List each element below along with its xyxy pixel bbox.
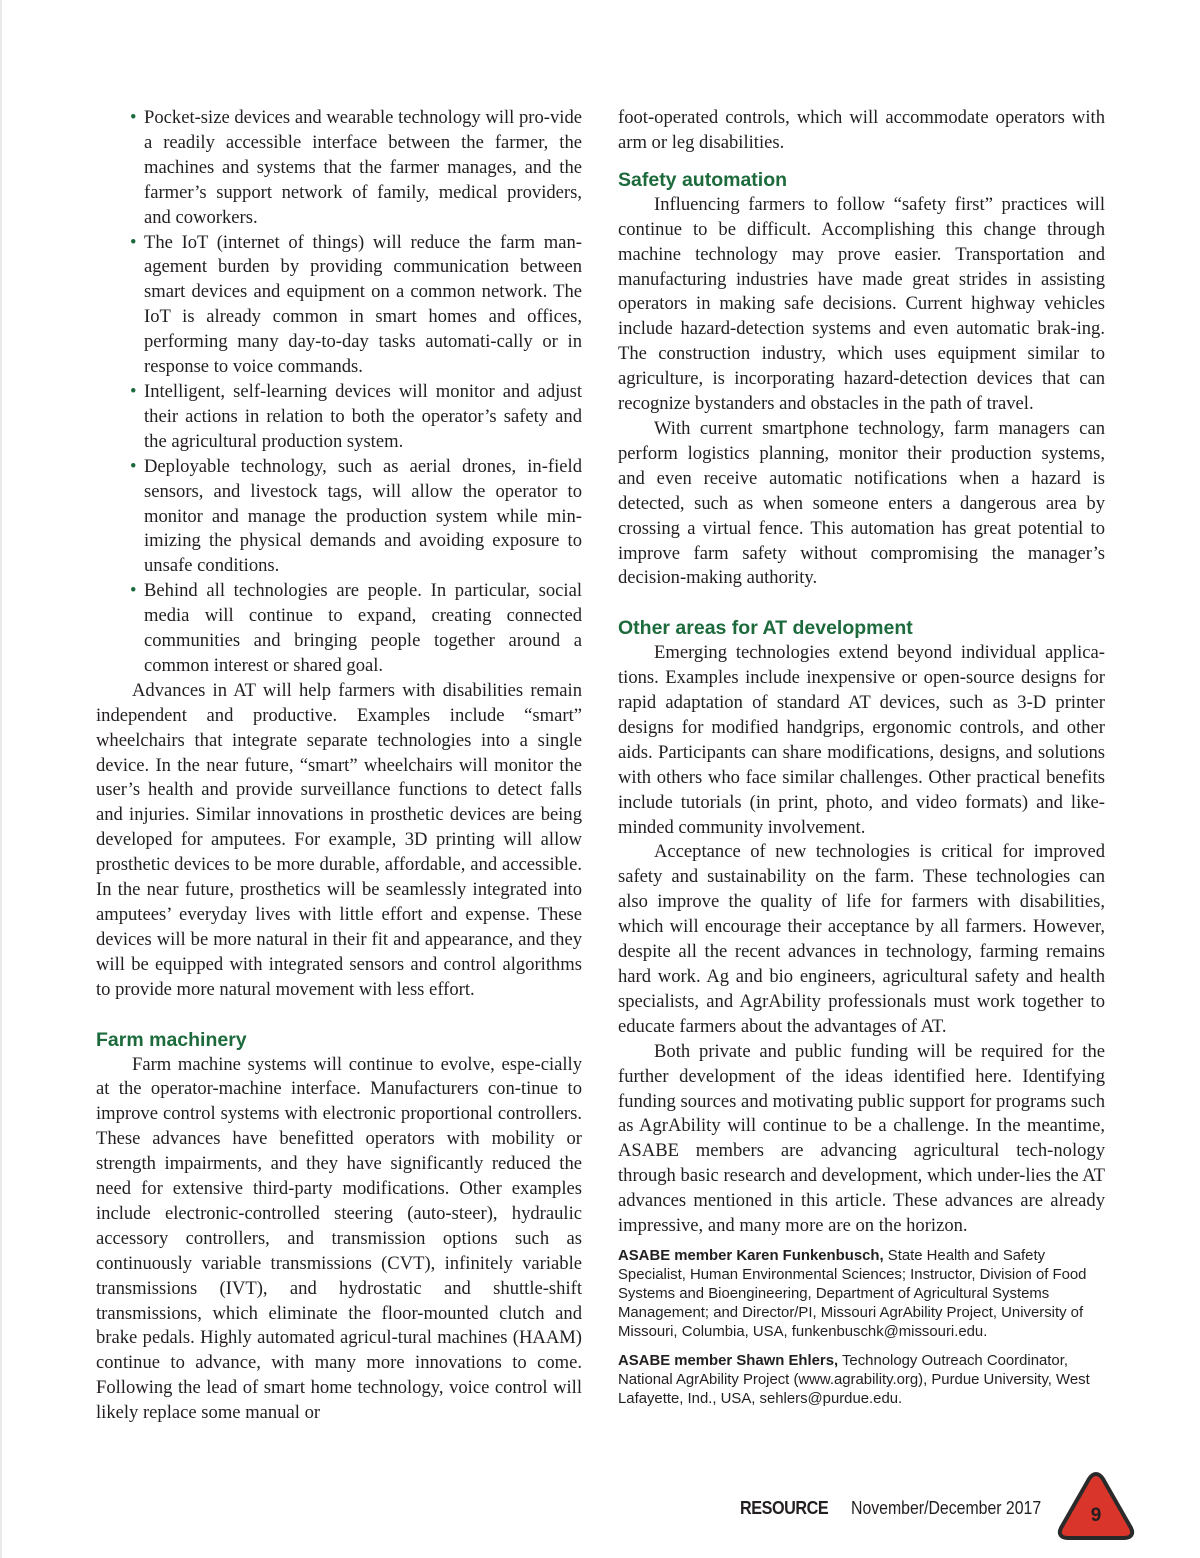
scan-edge [0, 0, 2, 1558]
page-number: 9 [1090, 1505, 1102, 1526]
body-paragraph: Influencing farmers to follow “safety first” practices will continue to be difficult. Accomplishing this change through machine technology may prove easier. Transportation and manufacturing industries have made great strides in assisting operators in making safe decisions. Current highway vehicles include hazard-detection systems and even automatic brak-ing. The construction industry, which uses equipment similar to agriculture, is incorporating hazard-detection devices that can recognize bystanders and obstacles in the path of travel. [618, 193, 1105, 415]
body-paragraph: Acceptance of new technologies is critical for improved safety and sustainability on the farm. These technologies can also improve the quality of life for farmers with disabilities, which will encourage their acceptance by all farmers. However, despite all the recent advances in technology, farming remains hard work. Ag and bio engineers, agricultural safety and health specialists, and AgrAbility professionals must work together to educate farmers about the advantages of AT. [618, 841, 1105, 1037]
bullet-item: • The IoT (internet of things) will reduce the farm man-agement burden by providing communication between smart devices and equipment on a common network. The IoT is already common in smart homes and offices, performing many day-to-day tasks automati-cally or in response to voice commands. [144, 231, 582, 380]
bullet-item: • Intelligent, self-learning devices will monitor and adjust their actions in relation to both the operator’s safety and the agricultural production system. [144, 380, 582, 455]
spacer [618, 591, 1105, 616]
section-heading-safety-automation: Safety automation [618, 168, 788, 191]
body-paragraph: Farm machine systems will continue to evolve, espe-cially at the operator-machine interface. Manufacturers con-tinue to improve control systems with electronic proportional controllers. These advances have benefitted operators with mobility or strength impairments, and they have significantly reduced the need for extensive third-party modifications. Other examples include electronic-controlled steering (auto-steer), hydraulic accessory controllers, and transmission options such as continuously variable transmissions (CVT), infinitely variable transmissions (IVT), and hydrostatic and shuttle-shift transmissions, which eliminate the floor-mounted clutch and brake pedals. Highly automated agricul-tural machines (HAAM) continue to advance, with many more innovations to come. Following the lead of smart home technology, voice control will likely replace some manual or [96, 1053, 582, 1424]
body-paragraph: With current smartphone technology, farm managers can perform logistics planning, monitor their production systems, and even receive automatic notifications when a hazard is detected, such as when someone enters a dangerous area by crossing a virtual fence. This automation has great potential to improve farm safety without compromising the manager’s decision-making authority. [618, 417, 1105, 589]
author-bio [618, 1352, 1105, 1409]
author-name: ASABE member Karen Funkenbusch, [618, 1247, 884, 1264]
bullet-item: • Pocket-size devices and wearable technology will pro-vide a readily accessible interface between the farmer, the machines and systems that the farmer manages, and the farmer’s support network of family, medical providers, and coworkers. [144, 106, 582, 231]
issue-date: November/December 2017 [851, 1498, 1042, 1518]
page-number-badge [1056, 1470, 1136, 1542]
spacer [618, 1239, 1105, 1247]
body-paragraph: foot-operated controls, which will accommodate operators with arm or leg disabilities. [618, 107, 1105, 153]
section-heading-other-areas: Other areas for AT development [618, 617, 913, 640]
spacer [618, 1342, 1105, 1352]
section-heading-farm-machinery: Farm machinery [96, 1028, 247, 1051]
author-name: ASABE member Shawn Ehlers, [618, 1352, 839, 1369]
publication-name: RESOURCE [740, 1498, 829, 1518]
bullet-list [96, 106, 582, 679]
left-column [96, 106, 582, 1426]
body-paragraph: Advances in AT will help farmers with disabilities remain independent and productive. Examples include “smart” wheelchairs that integrate separate technologies into a single device. In the near future, “smart” wheelchairs will monitor the user’s health and provide surveillance functions to detect falls and injuries. Similar innovations in prosthetic devices are being developed for amputees. For example, 3D printing will allow prosthetic devices to be more durable, affordable, and accessible. In the near future, prosthetics will be seamlessly integrated into amputees’ everyday lives with little effort and expense. These devices will be more natural in their fit and appearance, and they will be equipped with integrated sensors and control algorithms to provide more natural movement with less effort. [96, 679, 582, 1000]
author-details: State Health and Safety Specialist, Human Environmental Sciences; Instructor, Division of Food Systems and Bioengineering, Department of Agricultural Systems Management; and Director/PI, Missouri AgrAbility Project, University of Missouri, Columbia, USA, funkenbuschk@missouri.edu. [618, 1247, 1087, 1340]
author-details: Technology Outreach Coordinator, National AgrAbility Project (www.agrability.org), Purdue University, West Lafayette, Ind., USA, sehlers@purdue.edu. [618, 1352, 1090, 1407]
spacer [96, 1003, 582, 1028]
right-column [618, 106, 1105, 1409]
author-bio [618, 1247, 1105, 1342]
body-paragraph: Emerging technologies extend beyond individual applica-tions. Examples include inexpensive or open-source designs for rapid adaptation of standard AT devices, such as 3-D printer designs for modified handgrips, ergonomic controls, and other aids. Participants can share modifications, designs, and solutions with others who face similar challenges. Other practical benefits include tutorials (in print, photo, and video formats) and like-minded community involvement. [618, 642, 1105, 838]
bullet-item: • Deployable technology, such as aerial drones, in-field sensors, and livestock tags, will allow the operator to monitor and manage the production system while min-imizing the physical demands and avoiding exposure to unsafe conditions. [144, 455, 582, 580]
bullet-item: • Behind all technologies are people. In particular, social media will continue to expand, creating connected communities and bringing people together around a common interest or shared goal. [144, 579, 582, 679]
spacer [618, 156, 1105, 168]
body-paragraph: Both private and public funding will be required for the further development of the ideas identified here. Identifying funding sources and motivating public support for programs such as AgrAbility will continue to be a challenge. In the meantime, ASABE members are advancing agricultural tech-nology through basic research and development, which under-lies the AT advances mentioned in this article. These advances are already impressive, and many more are on the horizon. [618, 1040, 1105, 1237]
